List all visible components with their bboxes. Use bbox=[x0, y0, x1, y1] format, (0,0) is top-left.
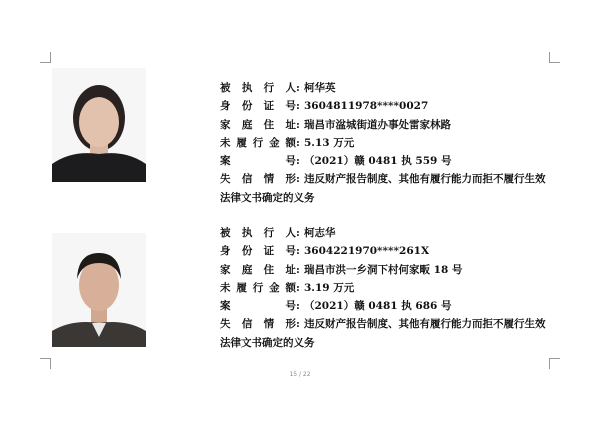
crop-mark-top-left bbox=[40, 52, 51, 63]
portrait-placeholder-2 bbox=[52, 233, 146, 347]
situation-row: 失信情形 : 违反财产报告制度、其他有履行能力而拒不履行生效 bbox=[220, 170, 550, 188]
id-row: 身份证号 : 3604221970****261X bbox=[220, 242, 550, 260]
case-row: 案号 : （2021）赣 0481 执 559 号 bbox=[220, 152, 550, 170]
id-label: 身份证号 bbox=[220, 100, 296, 113]
situation-label: 失信情形 bbox=[220, 318, 296, 331]
name-row: 被执行人 : 柯华英 bbox=[220, 79, 550, 97]
id-value: 3604811978****0027 bbox=[304, 100, 429, 113]
amount-row: 未履行金额 : 3.19 万元 bbox=[220, 279, 550, 297]
address-value: 瑞昌市洪一乡洞下村何家畈 18 号 bbox=[304, 263, 463, 276]
portrait-placeholder-1 bbox=[52, 68, 146, 182]
amount-label: 未履行金额 bbox=[220, 281, 296, 294]
name-label: 被执行人 bbox=[220, 227, 296, 239]
situation-value-line1: 违反财产报告制度、其他有履行能力而拒不履行生效 bbox=[304, 173, 546, 186]
case-label: 案号 bbox=[220, 300, 296, 313]
case-label: 案号 bbox=[220, 155, 296, 168]
situation-value-line1: 违反财产报告制度、其他有履行能力而拒不履行生效 bbox=[304, 318, 546, 331]
amount-row: 未履行金额 : 5.13 万元 bbox=[220, 134, 550, 152]
name-value: 柯华英 bbox=[304, 82, 336, 94]
situation-continuation-row bbox=[220, 189, 550, 207]
address-label: 家庭住址 bbox=[220, 263, 296, 276]
situation-value-line2: 法律文书确定的义务 bbox=[220, 336, 315, 349]
case-row: 案号 : （2021）赣 0481 执 686 号 bbox=[220, 297, 550, 315]
id-label: 身份证号 bbox=[220, 245, 296, 258]
record-1 bbox=[220, 79, 550, 207]
crop-mark-bottom-right bbox=[549, 358, 560, 369]
person-photo-1 bbox=[52, 68, 146, 182]
address-row: 家庭住址 : 瑞昌市洪一乡洞下村何家畈 18 号 bbox=[220, 261, 550, 279]
name-row: 被执行人 : 柯志华 bbox=[220, 224, 550, 242]
record-2 bbox=[220, 224, 550, 352]
amount-value: 3.19 万元 bbox=[304, 281, 355, 294]
id-value: 3604221970****261X bbox=[304, 245, 430, 258]
situation-continuation-row bbox=[220, 334, 550, 352]
crop-mark-bottom-left bbox=[40, 358, 51, 369]
case-value: （2021）赣 0481 执 686 号 bbox=[304, 300, 452, 313]
id-row: 身份证号 : 3604811978****0027 bbox=[220, 97, 550, 115]
situation-label: 失信情形 bbox=[220, 173, 296, 186]
address-value: 瑞昌市湓城街道办事处雷家林路 bbox=[304, 118, 451, 131]
amount-value: 5.13 万元 bbox=[304, 136, 355, 149]
case-value: （2021）赣 0481 执 559 号 bbox=[304, 155, 452, 168]
situation-row: 失信情形 : 违反财产报告制度、其他有履行能力而拒不履行生效 bbox=[220, 315, 550, 333]
name-label: 被执行人 bbox=[220, 82, 296, 94]
person-photo-2 bbox=[52, 233, 146, 347]
name-value: 柯志华 bbox=[304, 227, 336, 239]
address-row: 家庭住址 : 瑞昌市湓城街道办事处雷家林路 bbox=[220, 116, 550, 134]
page-number: 15 / 22 bbox=[289, 371, 311, 378]
amount-label: 未履行金额 bbox=[220, 136, 296, 149]
address-label: 家庭住址 bbox=[220, 118, 296, 131]
crop-mark-top-right bbox=[549, 52, 560, 63]
situation-value-line2: 法律文书确定的义务 bbox=[220, 191, 315, 204]
